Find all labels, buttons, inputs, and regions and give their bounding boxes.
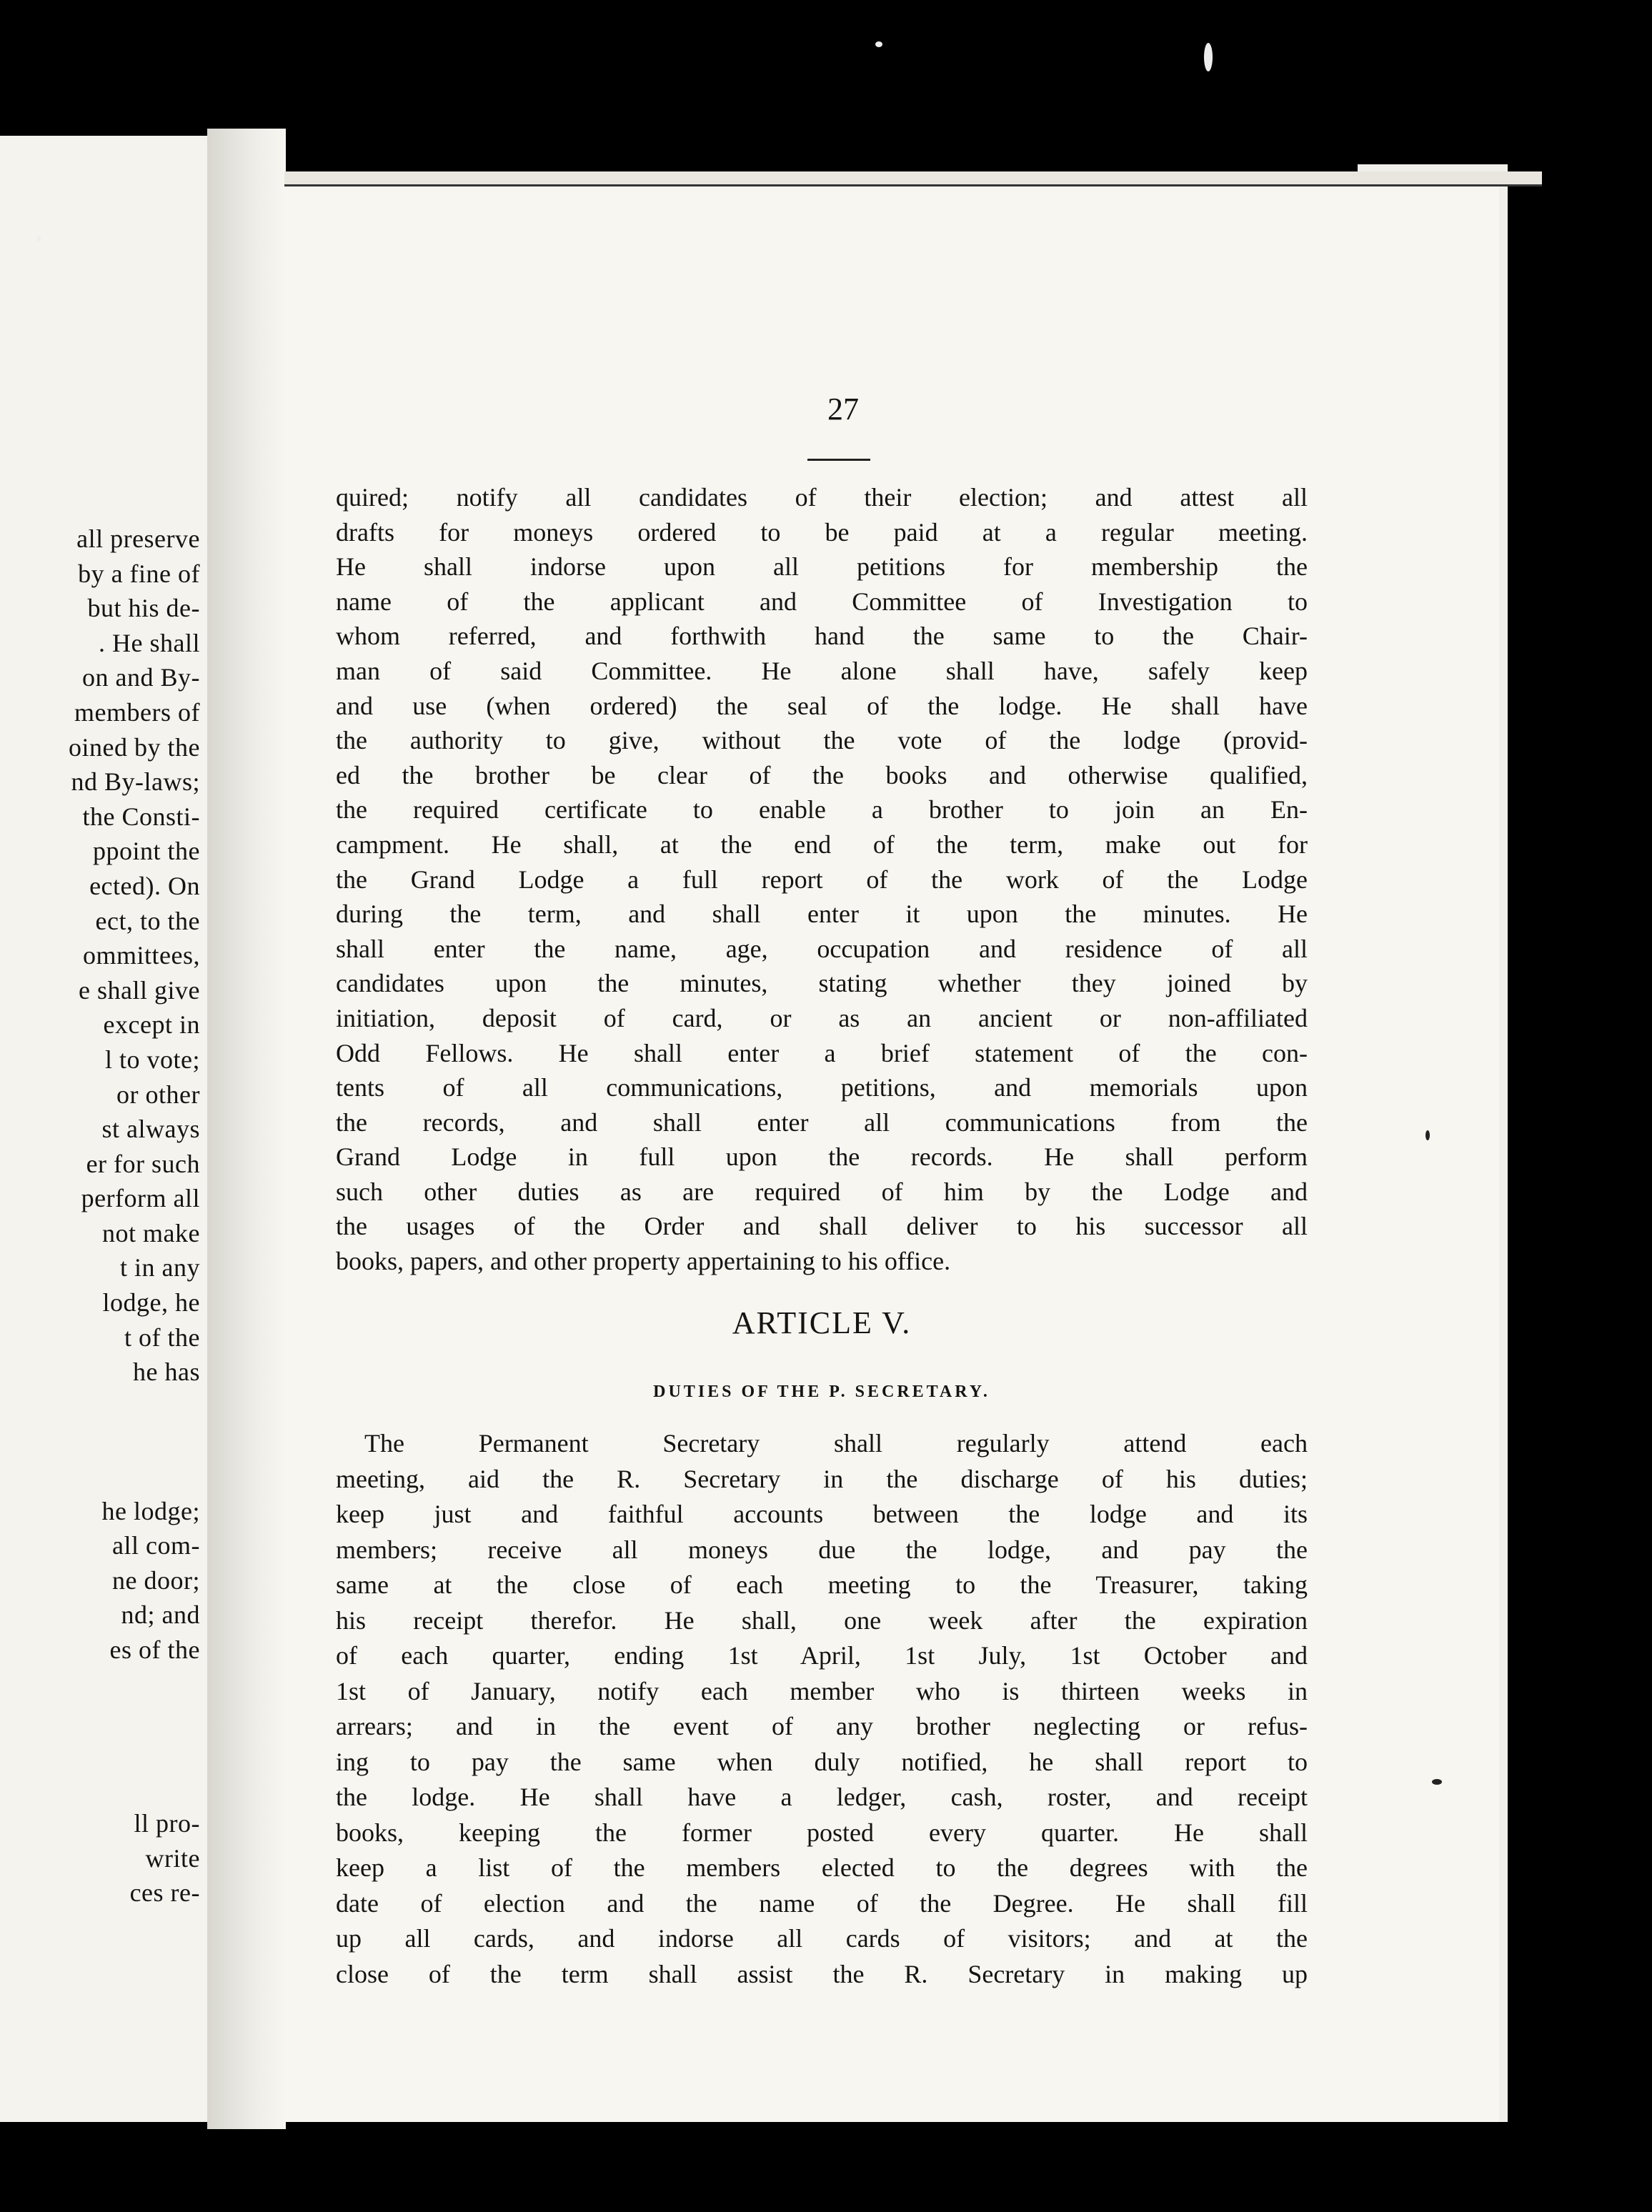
left-page-line: ect, to the	[95, 906, 200, 935]
blank-line	[0, 1668, 200, 1703]
left-page-line: he has	[133, 1357, 200, 1387]
text-line: of each quarter, ending 1st April, 1st July, 1st October and	[336, 1641, 1308, 1670]
ink-speck	[1425, 1130, 1430, 1140]
left-page-line: ommittees,	[83, 941, 200, 970]
text-line: ed the brother be clear of the books and otherwise qualified,	[336, 760, 1308, 789]
left-page-line: l to vote;	[105, 1045, 200, 1074]
left-page-line: perform all	[81, 1184, 200, 1213]
left-page-line: ne door;	[112, 1565, 200, 1595]
text-line: meeting, aid the R. Secretary in the discharge of his duties;	[336, 1464, 1308, 1493]
text-line: name of the applicant and Committee of Investigation to	[336, 587, 1308, 616]
text-line: whom referred, and forthwith hand the same to the Chair-	[336, 622, 1308, 651]
left-page-line: by a fine of	[78, 559, 200, 588]
text-line: ing to pay the same when duly notified, he shall report to	[336, 1747, 1308, 1776]
blank-line	[0, 1771, 200, 1806]
text-line: quired; notify all candidates of their election; and attest all	[336, 483, 1308, 512]
text-line: keep just and faithful accounts between the lodge and its	[336, 1500, 1308, 1528]
dust-speck	[875, 41, 882, 47]
left-page-line: except in	[103, 1010, 200, 1040]
text-line: Odd Fellows. He shall enter a brief statement of the con-	[336, 1038, 1308, 1067]
text-line: tents of all communications, petitions, and memorials upon	[336, 1073, 1308, 1102]
left-page-line: all preserve	[76, 524, 200, 553]
blank-line	[0, 1390, 200, 1425]
dust-speck	[37, 236, 41, 241]
page-number-rule	[807, 459, 870, 461]
blank-line	[0, 1459, 200, 1494]
left-page-fragment	[0, 136, 209, 2122]
text-line: during the term, and shall enter it upon the minutes. He	[336, 900, 1308, 929]
paragraph-secretary-duties	[336, 480, 1308, 1279]
text-line: campment. He shall, at the end of the term, make out for	[336, 830, 1308, 859]
left-page-line: oined by the	[69, 732, 200, 762]
left-page-line: not make	[102, 1218, 200, 1247]
top-page-edge	[284, 171, 1542, 186]
left-page-line: . He shall	[99, 628, 200, 657]
text-line: the usages of the Order and shall deliver to his successor all	[336, 1212, 1308, 1241]
text-line: up all cards, and indorse all cards of visitors; and at the	[336, 1924, 1308, 1953]
text-line: the required certificate to enable a brother to join an En-	[336, 795, 1308, 824]
ink-speck	[1432, 1779, 1442, 1785]
left-page-line: nd By-laws;	[71, 767, 200, 797]
article-subtitle: DUTIES OF THE P. SECRETARY.	[653, 1382, 990, 1401]
page-number: 27	[827, 392, 859, 427]
left-page-text	[0, 522, 200, 1910]
book-gutter	[207, 129, 286, 2129]
left-page-line: members of	[74, 697, 200, 727]
text-line: books, keeping the former posted every quarter. He shall	[336, 1818, 1308, 1847]
left-page-line: es of the	[109, 1635, 200, 1664]
text-line: same at the close of each meeting to the Treasurer, taking	[336, 1570, 1308, 1599]
left-page-line: e shall give	[79, 975, 200, 1005]
left-page-line: all com-	[112, 1531, 200, 1560]
text-line: initiation, deposit of card, or as an ancient or non-affiliated	[336, 1003, 1308, 1032]
text-line: such other duties as are required of him by the Lodge and	[336, 1177, 1308, 1206]
left-page-line: he lodge;	[101, 1496, 200, 1525]
left-page-line: nd; and	[121, 1600, 200, 1630]
text-line: The Permanent Secretary shall regularly attend each	[364, 1429, 1308, 1458]
left-page-line: ces re-	[129, 1878, 200, 1908]
left-page-line: or other	[116, 1080, 200, 1109]
text-line: close of the term shall assist the R. Secretary in making up	[336, 1959, 1308, 1988]
dust-speck	[1204, 43, 1213, 71]
text-line: candidates upon the minutes, stating whether they joined by	[336, 969, 1308, 998]
left-page-line: lodge, he	[102, 1288, 200, 1317]
blank-line	[0, 1702, 200, 1737]
paragraph-permanent-secretary-duties	[336, 1426, 1308, 1992]
left-page-line: er for such	[86, 1149, 200, 1178]
text-line: arrears; and in the event of any brother neglecting or refus-	[336, 1712, 1308, 1740]
text-line: his receipt therefor. He shall, one week after the expiration	[336, 1605, 1308, 1635]
text-line: 1st of January, notify each member who is thirteen weeks in	[336, 1676, 1308, 1705]
text-line: shall enter the name, age, occupation and residence of all	[336, 934, 1308, 963]
text-line: the records, and shall enter all communications from the	[336, 1107, 1308, 1137]
text-line: He shall indorse upon all petitions for membership the	[336, 552, 1308, 582]
blank-line	[0, 1737, 200, 1772]
left-page-line: ppoint the	[93, 837, 200, 866]
left-page-line: write	[145, 1843, 200, 1873]
left-page-line: ected). On	[89, 871, 200, 900]
text-line: members; receive all moneys due the lodge, and pay the	[336, 1535, 1308, 1564]
text-line: the lodge. He shall have a ledger, cash, roster, and receipt	[336, 1783, 1308, 1811]
article-title: ARTICLE V.	[732, 1305, 912, 1340]
text-line: Grand Lodge in full upon the records. He shall perform	[336, 1142, 1308, 1172]
text-line: man of said Committee. He alone shall have, safely keep	[336, 656, 1308, 685]
text-line: date of election and the name of the Degree. He shall fill	[336, 1888, 1308, 1918]
left-page-line: on and By-	[82, 663, 200, 692]
text-line: keep a list of the members elected to the degrees with the	[336, 1853, 1308, 1882]
text-line: drafts for moneys ordered to be paid at a regular meeting.	[336, 517, 1308, 547]
left-page-line: t of the	[124, 1322, 200, 1352]
left-page-line: ll pro-	[134, 1808, 200, 1838]
text-line: the Grand Lodge a full report of the work of the Lodge	[336, 865, 1308, 894]
left-page-line: t in any	[120, 1253, 200, 1282]
text-line: the authority to give, without the vote of the lodge (provid-	[336, 726, 1308, 755]
left-page-line: but his de-	[87, 594, 200, 623]
text-line: books, papers, and other property appertaining to his office.	[336, 1247, 951, 1276]
text-line: and use (when ordered) the seal of the lodge. He shall have	[336, 691, 1308, 720]
blank-line	[0, 1424, 200, 1459]
left-page-line: the Consti-	[82, 802, 200, 831]
left-page-line: st always	[101, 1115, 200, 1144]
